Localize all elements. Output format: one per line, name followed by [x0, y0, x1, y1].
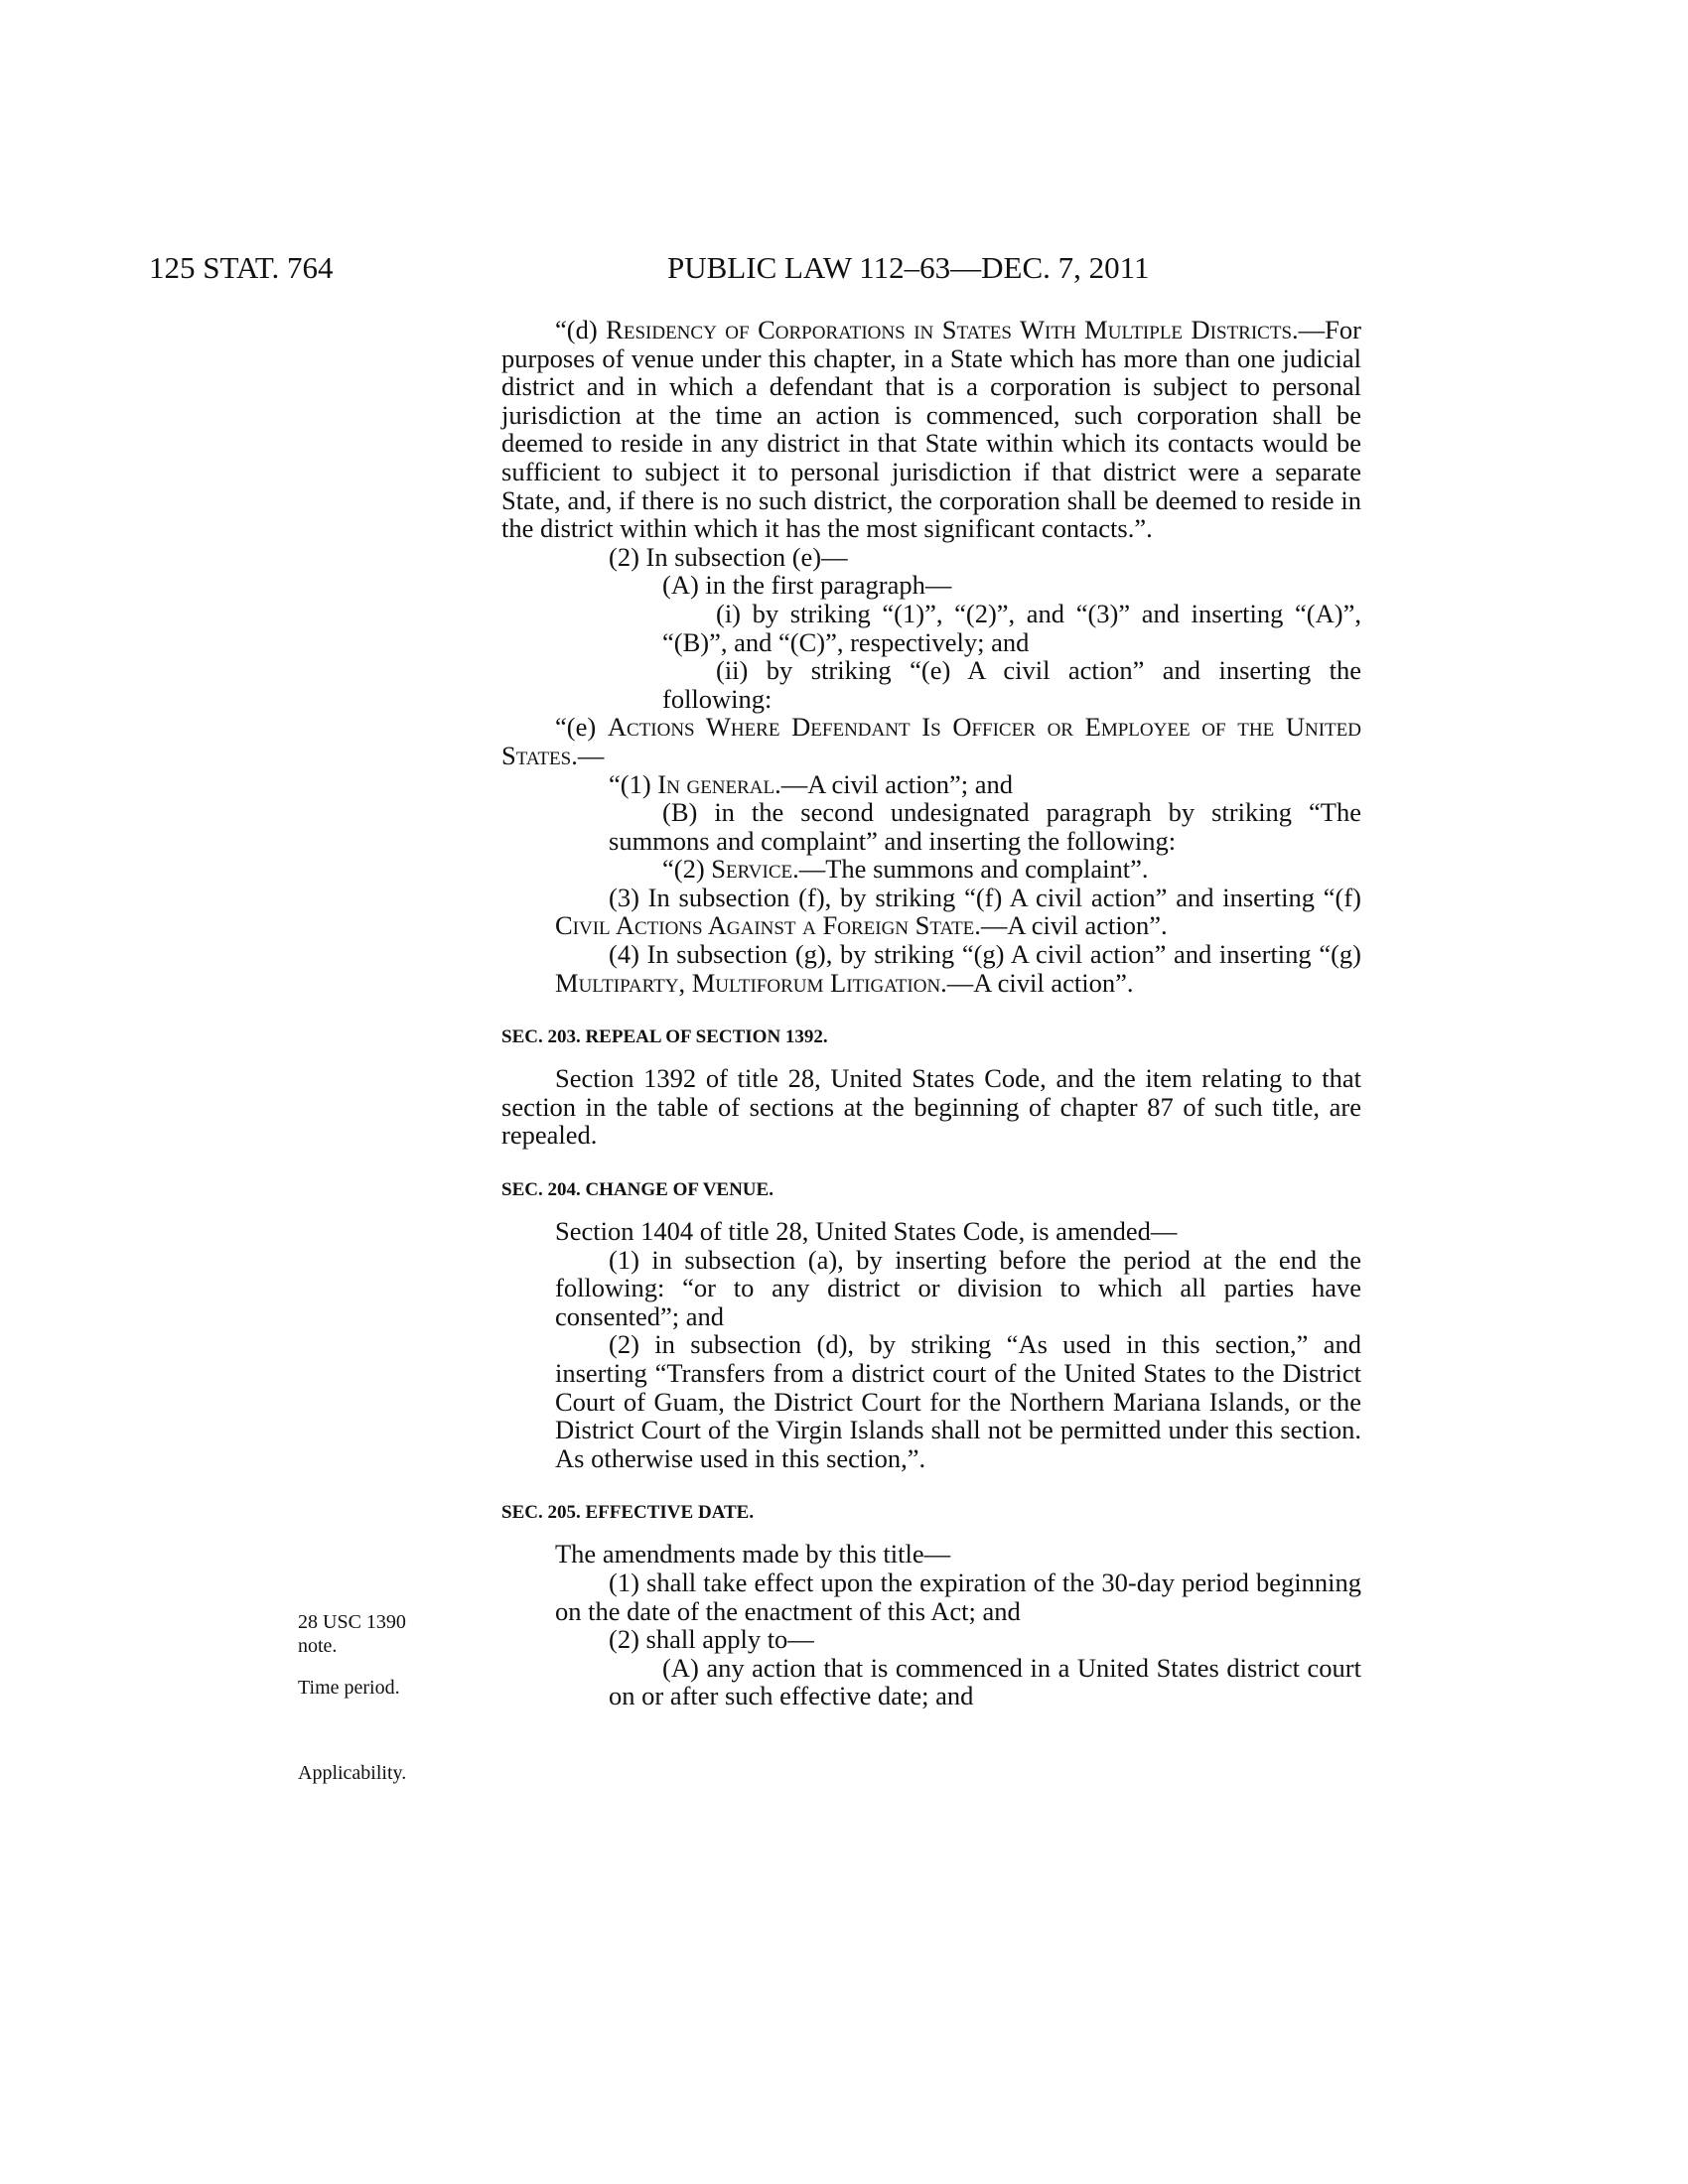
paragraph-2: (2) In subsection (e)— — [609, 541, 848, 572]
subsection-e-2: “(2) Service.—The summons and complaint”. — [662, 854, 1149, 885]
document-body — [501, 316, 1361, 1710]
subsection-e: “(e) Actions Where Defendant Is Officer or Employee of the United States.— — [501, 712, 1361, 770]
section-204-heading: SEC. 204. CHANGE OF VENUE. — [501, 1179, 774, 1201]
subsection-e-heading: Actions Where Defendant Is Officer or Employee of the United States. — [501, 712, 1361, 770]
subsection-e-1-heading: In general. — [657, 768, 781, 799]
paragraph-2A: (A) in the first paragraph— — [662, 570, 952, 601]
margin-note-time-period: Time period. — [298, 1677, 400, 1699]
section-205-heading: SEC. 205. EFFECTIVE DATE. — [501, 1502, 755, 1524]
section-204-text: Section 1404 of title 28, United States Code, is amended— — [555, 1216, 1178, 1247]
section-205-item-1: (1) shall take effect upon the expiration of the 30-day period beginning on the date of the enactment of this Act; and — [555, 1567, 1361, 1626]
paragraph-2Ai: (i) by striking “(1)”, “(2)”, and “(3)” and inserting “(A)”, “(B)”, and “(C)”, respectively; and — [662, 598, 1361, 657]
section-203-text: Section 1392 of title 28, United States Code, and the item relating to that section in the table of sections at the beginning of chapter 87 of such title, are repealed. — [501, 1063, 1361, 1151]
subsection-e-2-heading: Service. — [711, 854, 799, 885]
stat-page-number: 125 STAT. 764 — [149, 250, 334, 285]
page-header — [149, 246, 1201, 290]
margin-note-usc: 28 USC 1390 note. — [298, 1611, 406, 1657]
section-203-heading: SEC. 203. REPEAL OF SECTION 1392. — [501, 1026, 828, 1048]
margin-note-applicability: Applicability. — [298, 1762, 407, 1784]
section-205-item-2A: (A) any action that is commenced in a United States district court on or after such effective date; and — [609, 1652, 1361, 1711]
paragraph-2B: (B) in the second undesignated paragraph by striking “The summons and complaint” and inserting the following: — [609, 797, 1361, 856]
paragraph-3: (3) In subsection (f), by striking “(f) A civil action” and inserting “(f) Civil Actions Against a Foreign State.—A civil action”. — [555, 882, 1361, 941]
paragraph-4: (4) In subsection (g), by striking “(g) A civil action” and inserting “(g) Multiparty, Multiforum Litigation.—A civil action”. — [555, 939, 1361, 998]
paragraph-2Aii: (ii) by striking “(e) A civil action” and inserting the following: — [662, 655, 1361, 714]
section-204-item-1: (1) in subsection (a), by inserting before the period at the end the following: “or to any district or division to which all parties have consented”; and — [555, 1244, 1361, 1331]
subsection-e-1: “(1) In general.—A civil action”; and — [609, 768, 1014, 799]
paragraph-3-heading: Civil Actions Against a Foreign State. — [555, 910, 981, 941]
section-205-text: The amendments made by this title— — [555, 1539, 951, 1570]
section-205-item-2: (2) shall apply to— — [609, 1624, 814, 1655]
section-204-item-2: (2) in subsection (d), by striking “As used in this section,” and inserting “Transfers from a district court of the United States to the District Court of Guam, the District Court for the Northern Mariana Islands, or the District Court of the Virgin Islands shall not be permitted under this section. As otherwise used in this section,”. — [555, 1329, 1361, 1473]
subsection-d-heading: Residency of Corporations in States With Multiple Districts. — [606, 315, 1299, 344]
subsection-d: “(d) Residency of Corporations in States With Multiple Districts.—For purposes of venue under this chapter, in a State which has more than one judicial district and in which a defendant that is a corporation is subject to personal jurisdiction at the time an action is commenced, such corporation shall be deemed to reside in any district in that State within which its contacts would be sufficient to subject it to personal jurisdiction if that district were a separate State, and, if there is no such district, the corporation shall be deemed to reside in the district within which it has the most significant contacts.”. — [501, 315, 1361, 544]
paragraph-4-heading: Multiparty, Multiforum Litigation. — [555, 967, 947, 998]
running-title: PUBLIC LAW 112–63—DEC. 7, 2011 — [667, 250, 1150, 285]
